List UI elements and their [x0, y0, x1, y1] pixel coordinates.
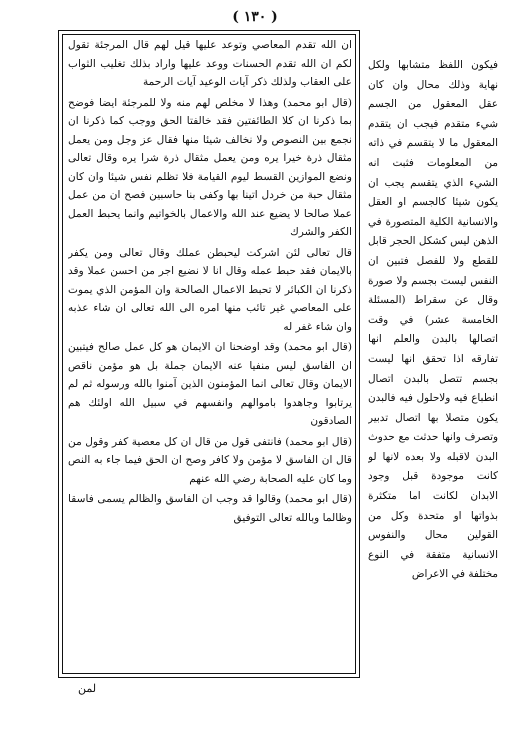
main-paragraph: (قال ابو محمد) وقالوا قد وجب ان الفاسق والظالم يسمى فاسقا وظالما وبالله تعالى التوفيق — [68, 493, 352, 524]
main-text-column — [68, 36, 352, 672]
main-paragraph: قال تعالى لئن اشركت ليحبطن عملك وقال تعالى ومن يكفر بالايمان فقد حبط عمله وقال انا لا نضيع اجر من احسن عملا وقد ذكرنا ان الكبائر لا تحبط الاعمال الصالحة وان المؤمن الذي يموت على المعاصي غير تائب منها امره الى الله تعالى ان شاء عذبه وان شاء غفر له — [68, 246, 352, 333]
margin-commentary: فيكون اللفظ متشابها ولكل نهاية وذلك محال وان كان عقل المعقول من الجسم شيء متقدم فيجب ان يتقدم المعقول ما لا يتقسم في ذاته من المعلومات فثبت انه الشيء الذي يتقسم يجب ان يكون شيئا كالجسم او العقل والانسانية الكلية المتصورة في الذهن ليس كشكل الحجر قابل للقطع ولا للفصل فتبين ان النفس ليست بجسم ولا صورة وقال عن سقراط (المسئلة الخامسة عشر) في وقت اتصالها بالبدن والعلم انها تفارقه اذا تحقق انها ليست بجسم تتصل بالبدن اتصال انطباع فيه ولاحلول فيه فالبدن يكون متصلا بها اتصال تدبير وتصرف وانها حدثت مع حدوث البدن لاقبله ولا بعده لانها لو كانت موجودة قبل وجود الابدان لكانت اما متكثرة بذواتها او متحدة وكل من القولين محال والنفوس الانسانية متفقة في النوع مختلفة في الاعراض — [368, 59, 498, 581]
main-paragraph: ان الله تقدم المعاصي وتوعد عليها قيل لهم قال المرجئة تقول لكم ان الله تقدم الحسنات ووعد عليها واراد بذلك تغليب الثواب على العقاب ولذلك ذكر آيات الوعيد آيات الرحمة — [68, 39, 352, 88]
catchword: لمن — [78, 682, 97, 695]
main-paragraph: (قال ابو محمد) وقد اوضحنا ان الايمان هو كل عمل صالح فيتبين ان الفاسق ليس منفيا عنه الايمان جملة بل هو مؤمن ناقص الايمان وقال تعالى انما المؤمنون الذين آمنوا بالله ورسوله ثم لم يرتابوا وجاهدوا باموالهم وانفسهم في سبيل الله اولئك هم الصادقون — [68, 341, 352, 427]
page-number: ( ١٣٠ ) — [232, 9, 278, 25]
main-paragraph: (قال ابو محمد) وهذا لا مخلص لهم منه ولا للمرجئة ايضا فوضح بما ذكرنا ان كلا الطائفتين فقد خالفتا الحق ووجب كما ذكرنا ان نجمع بين النصوص ولا نخالف شيئا منها فقال عز وجل ومن يعمل مثقال ذرة خيرا يره ومن يعمل مثقال ذرة شرا يره وقال تعالى ونضع الموازين القسط ليوم القيامة فلا تظلم نفس شيئا وان كان مثقال حبة من خردل اتينا بها وكفى بنا حاسبين فصح ان من عمل عملا صالحا لا يضيع عند الله والاعمال بالخواتيم وانما يحبط العمل الكفر والشرك — [68, 96, 352, 238]
main-paragraph: (قال ابو محمد) فانتفى قول من قال ان كل معصية كفر وقول من قال ان الفاسق لا مؤمن ولا كافر وصح ان الحق فيما جاء به النص وما كان عليه الصحابة رضي الله عنهم — [68, 435, 352, 485]
